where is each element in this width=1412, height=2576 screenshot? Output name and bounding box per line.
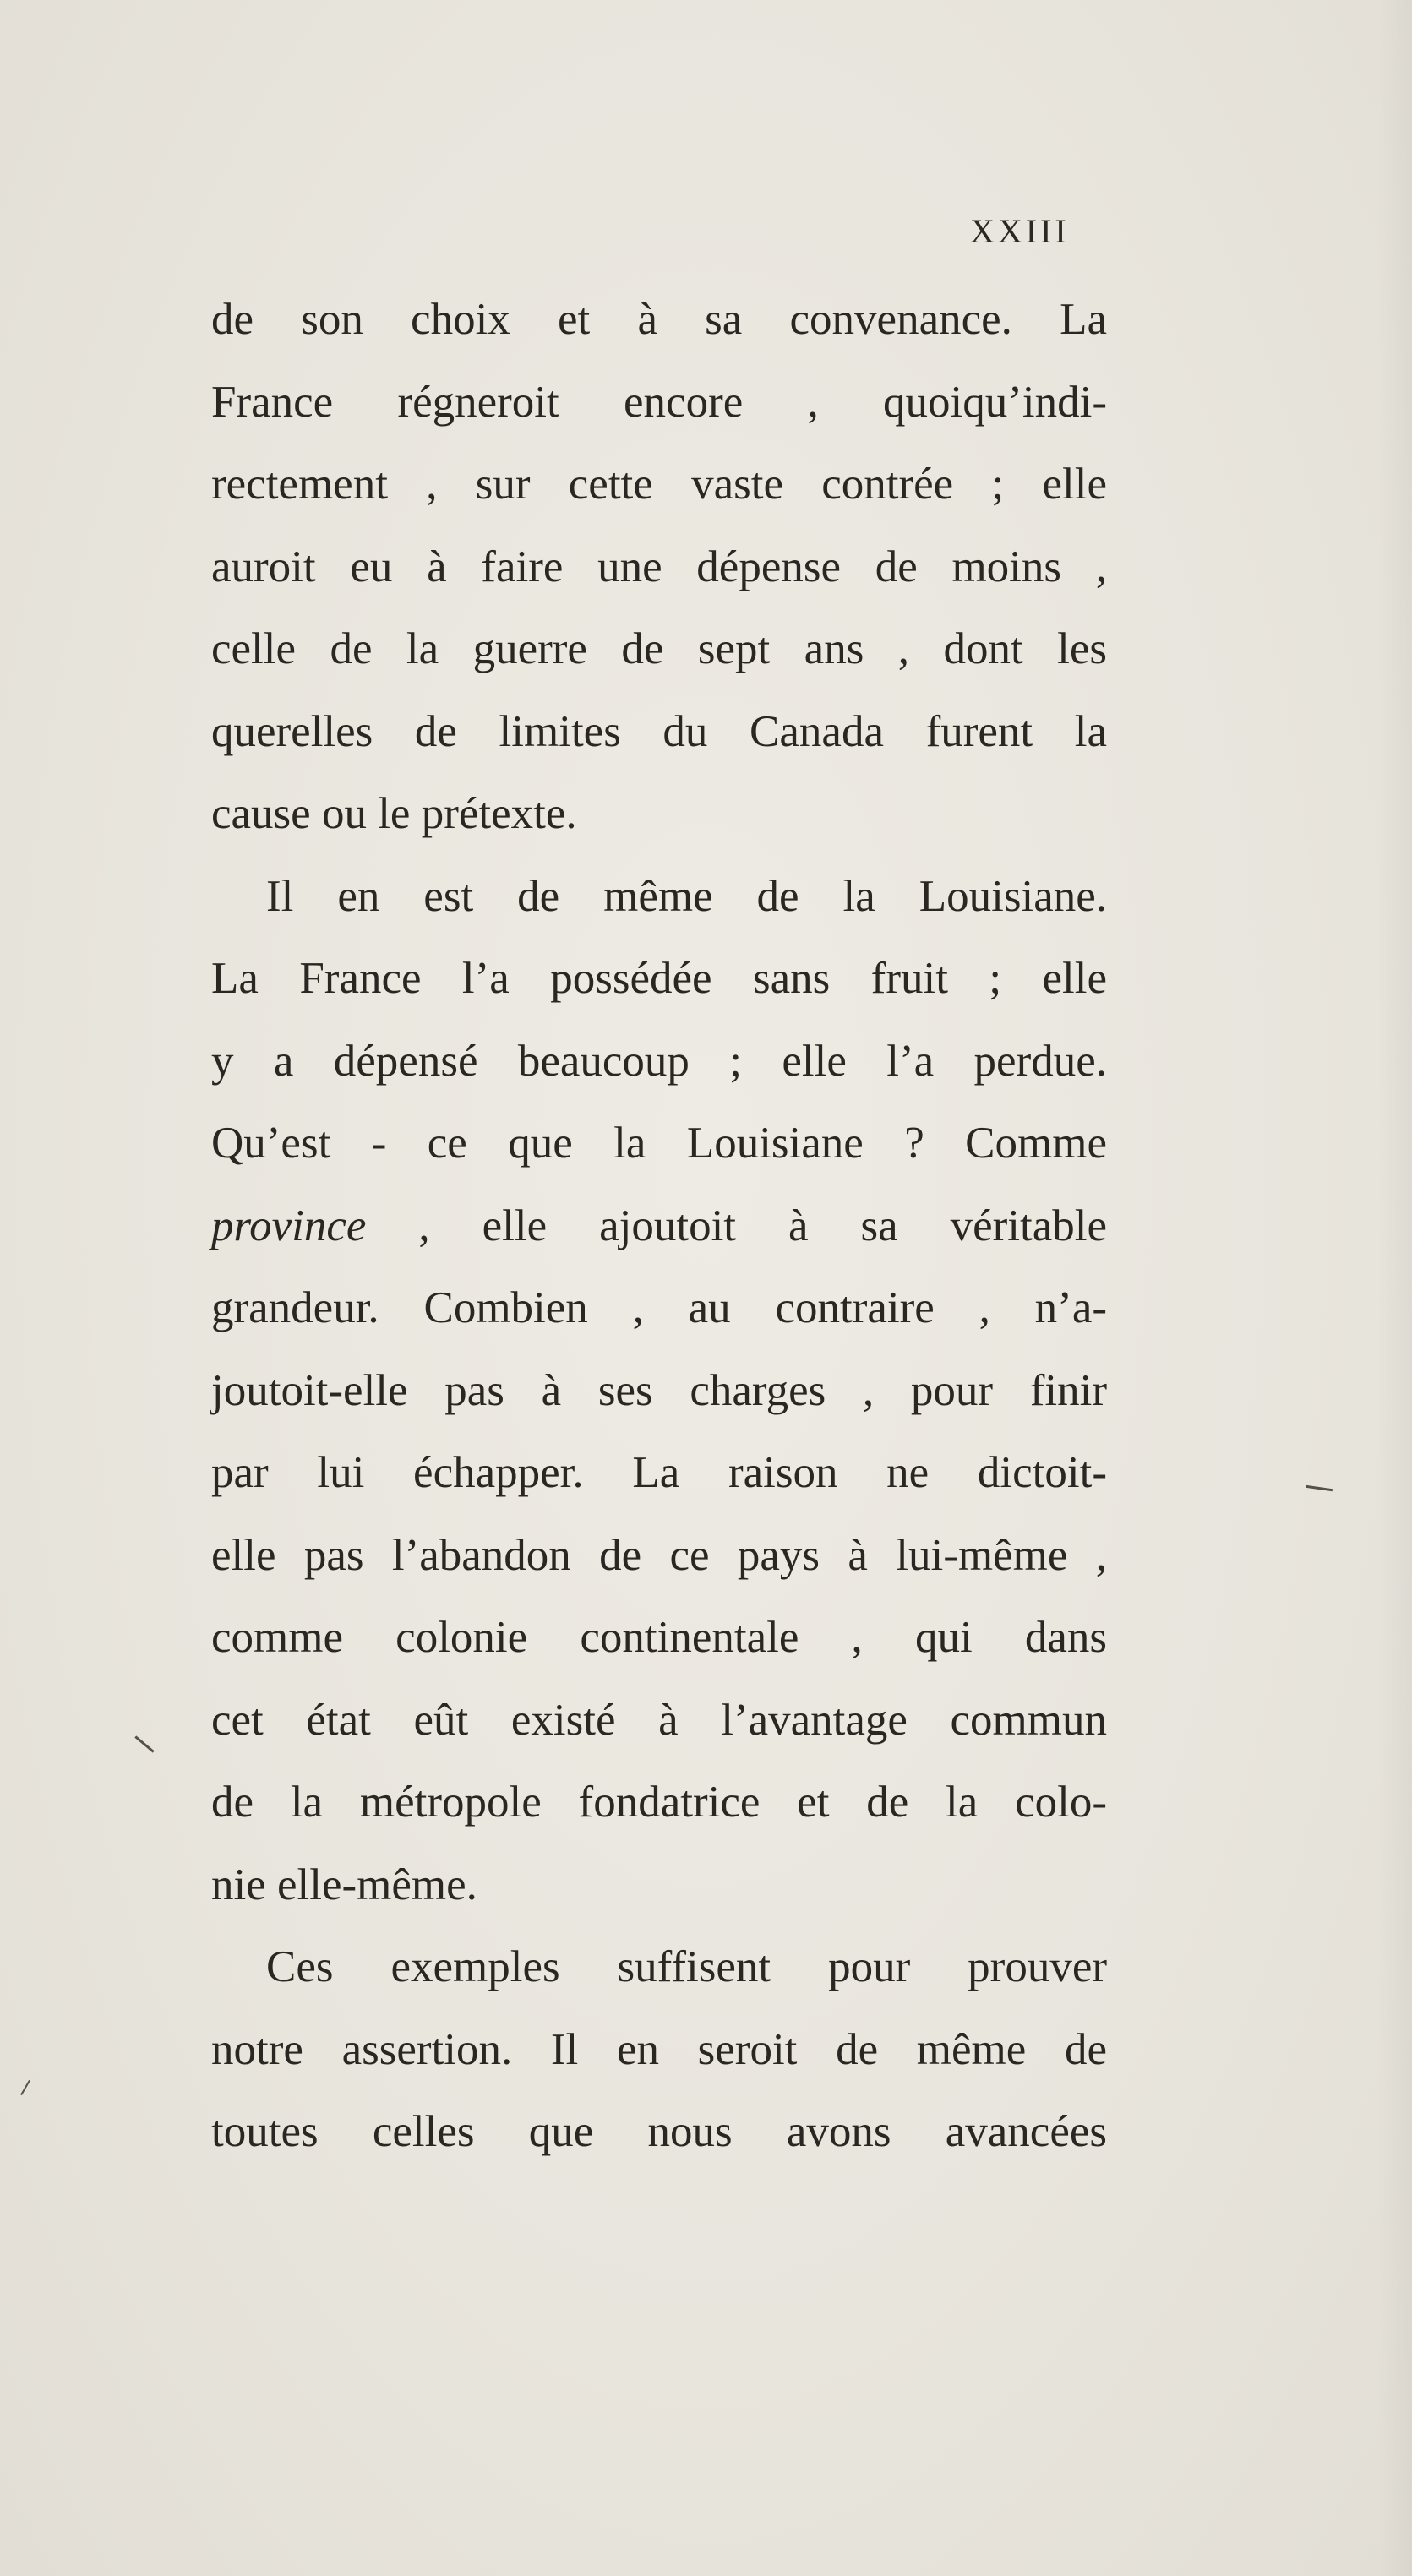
paper-speck: [20, 2080, 30, 2095]
text-line: de son choix et à sa convenance. La: [211, 295, 1107, 344]
text-line: par lui échapper. La raison ne dictoit-: [211, 1448, 1107, 1497]
text-line: toutes celles que nous avons avancées: [211, 2107, 1107, 2156]
text-line: de la métropole fondatrice et de la colo-: [211, 1778, 1107, 1827]
body-text: [211, 279, 1107, 2174]
text-line: auroit eu à faire une dépense de moins ,: [211, 542, 1107, 591]
text-line: elle pas l’abandon de ce pays à lui-même ,: [211, 1530, 1107, 1580]
text-line: celle de la guerre de sept ans , dont les: [211, 624, 1107, 673]
text-line: [211, 1185, 1107, 1268]
text-line: notre assertion. Il en seroit de même de: [211, 2024, 1107, 2074]
page-number: XXIII: [970, 212, 1070, 250]
text-line: Qu’est - ce que la Louisiane ? Comme: [211, 1119, 1107, 1168]
text-line: cause ou le prétexte.: [211, 789, 577, 838]
text-line: grandeur. Combien , au contraire , n’a-: [211, 1283, 1107, 1332]
page-edge-shadow: [1377, 0, 1412, 2576]
text-line: France régneroit encore , quoiqu’indi-: [211, 377, 1107, 427]
paper-speck: [134, 1735, 154, 1752]
text-line: Il en est de même de la Louisiane.: [266, 871, 1107, 921]
text-line: joutoit-elle pas à ses charges , pour finir: [211, 1365, 1107, 1415]
text-line: rectement , sur cette vaste contrée ; elle: [211, 460, 1107, 509]
text-line: y a dépensé beaucoup ; elle l’a perdue.: [211, 1036, 1107, 1086]
paper-speck: [1306, 1485, 1333, 1491]
text-line: nie elle-même.: [211, 1860, 477, 1909]
text-line: comme colonie continentale , qui dans: [211, 1613, 1107, 1662]
text-line: La France l’a possédée sans fruit ; elle: [211, 954, 1107, 1003]
text-line: querelles de limites du Canada furent la: [211, 706, 1107, 756]
text-line: cet état eût existé à l’avantage commun: [211, 1695, 1107, 1745]
line-remainder: , elle ajoutoit à sa véritable: [366, 1201, 1107, 1250]
italic-word: province: [211, 1201, 367, 1250]
text-line: Ces exemples suffisent pour prouver: [266, 1942, 1107, 1991]
